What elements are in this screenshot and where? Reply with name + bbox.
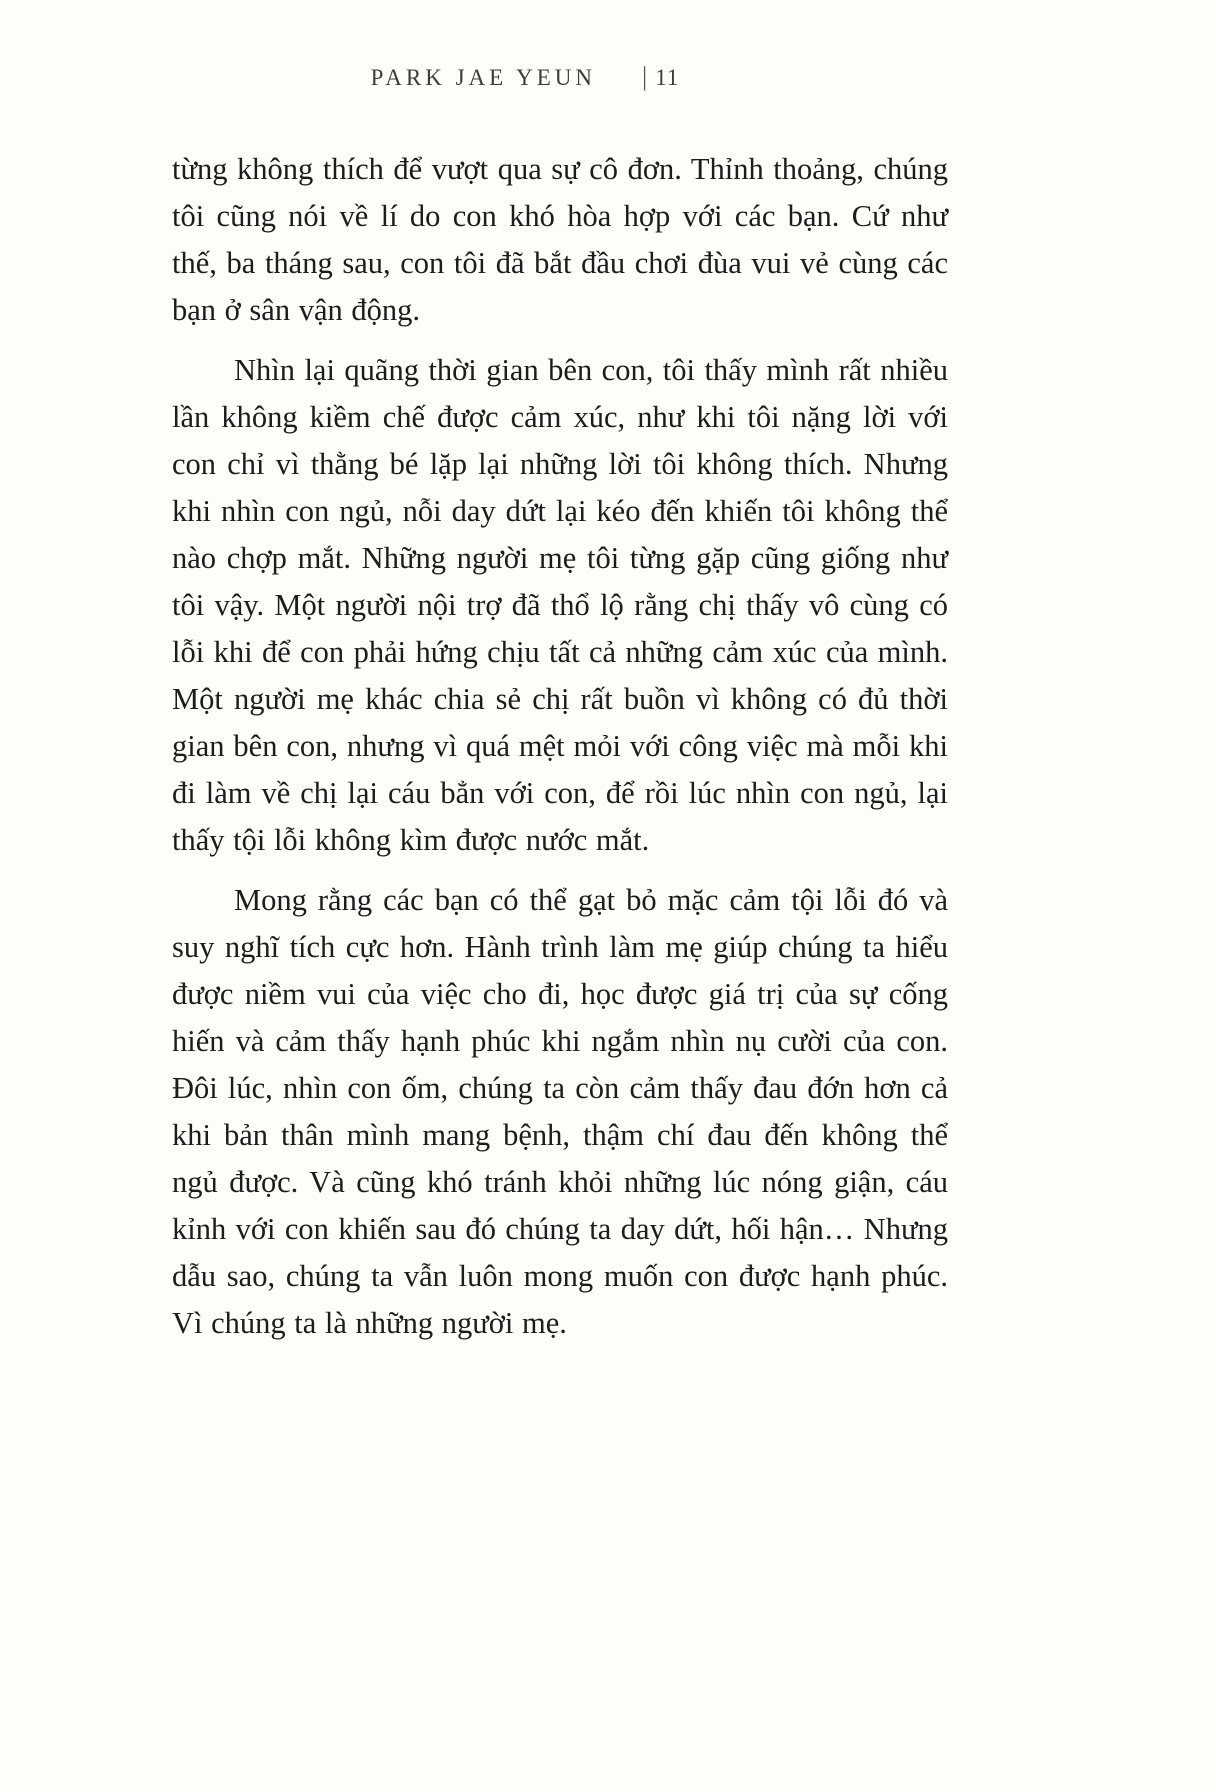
running-header bbox=[0, 62, 1050, 92]
header-page-number: 11 bbox=[655, 65, 680, 90]
paragraph: Nhìn lại quãng thời gian bên con, tôi thấy mình rất nhiều lần không kiềm chế được cảm xúc, như khi tôi nặng lời với con chỉ vì thằng bé lặp lại những lời tôi không thích. Nhưng khi nhìn con ngủ, nỗi day dứt lại kéo đến khiến tôi không thể nào chợp mắt. Những người mẹ tôi từng gặp cũng giống như tôi vậy. Một người nội trợ đã thổ lộ rằng chị thấy vô cùng có lỗi khi để con phải hứng chịu tất cả những cảm xúc của mình. Một người mẹ khác chia sẻ chị rất buồn vì không có đủ thời gian bên con, nhưng vì quá mệt mỏi với công việc mà mỗi khi đi làm về chị lại cáu bẳn với con, để rồi lúc nhìn con ngủ, lại thấy tội lỗi không kìm được nước mắt. bbox=[172, 353, 948, 857]
header-author: PARK JAE YEUN bbox=[370, 65, 596, 90]
body-text bbox=[172, 146, 948, 1360]
paragraph: từng không thích để vượt qua sự cô đơn. Thỉnh thoảng, chúng tôi cũng nói về lí do con khó hòa hợp với các bạn. Cứ như thế, ba tháng sau, con tôi đã bắt đầu chơi đùa vui vẻ cùng các bạn ở sân vận động. bbox=[172, 152, 948, 327]
header-separator: | bbox=[642, 62, 648, 91]
paragraph: Mong rằng các bạn có thể gạt bỏ mặc cảm tội lỗi đó và suy nghĩ tích cực hơn. Hành trình làm mẹ giúp chúng ta hiểu được niềm vui của việc cho đi, học được giá trị của sự cống hiến và cảm thấy hạnh phúc khi ngắm nhìn nụ cười của con. Đôi lúc, nhìn con ốm, chúng ta còn cảm thấy đau đớn hơn cả khi bản thân mình mang bệnh, thậm chí đau đến không thể ngủ được. Và cũng khó tránh khỏi những lúc nóng giận, cáu kỉnh với con khiến sau đó chúng ta day dứt, hối hận… Nhưng dẫu sao, chúng ta vẫn luôn mong muốn con được hạnh phúc. Vì chúng ta là những người mẹ. bbox=[172, 883, 948, 1340]
header-page-group bbox=[642, 62, 679, 92]
